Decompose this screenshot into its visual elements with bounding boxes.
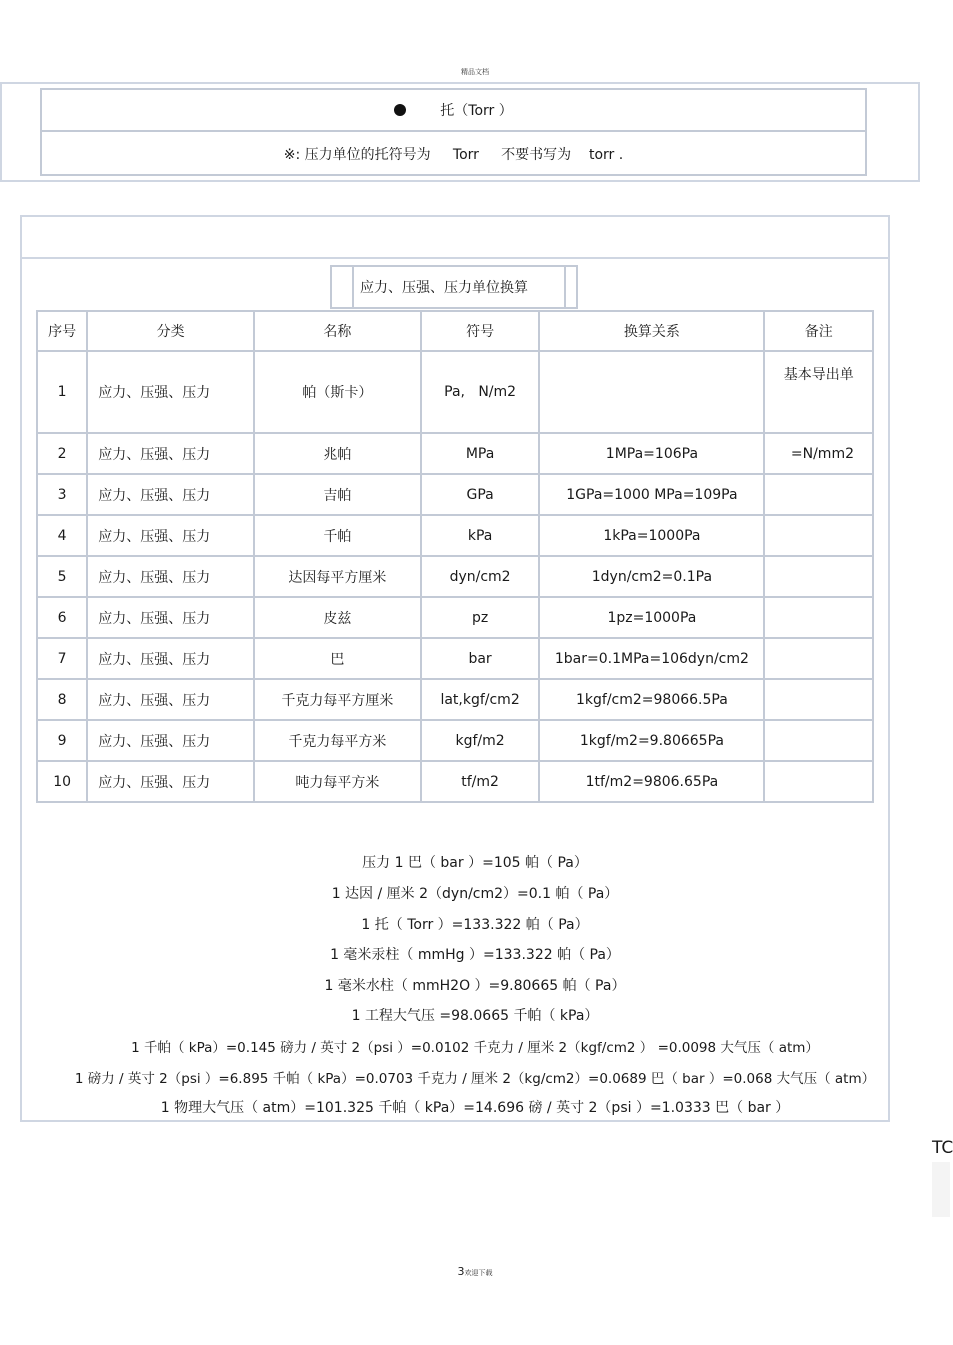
cell-conversion: 1MPa=106Pa <box>540 434 763 473</box>
cell-name: 皮兹 <box>255 598 420 637</box>
cell-symbol: Pa, N/m2 <box>422 352 539 432</box>
cell-index: 1 <box>38 352 86 432</box>
cell-name: 千克力每平方厘米 <box>255 680 420 719</box>
cell-conversion: 1kgf/m2=9.80665Pa <box>540 721 763 760</box>
cell-note: =N/mm2 <box>765 434 872 473</box>
cell-conversion: 1pz=1000Pa <box>540 598 763 637</box>
cell-symbol: GPa <box>422 475 539 514</box>
bullet-icon <box>394 104 406 116</box>
table-row <box>38 762 872 801</box>
cell-category: 应力、压强、压力 <box>88 721 253 760</box>
formula-line: 1 托（ Torr ）=133.322 帕（ Pa） <box>361 917 589 933</box>
table-row <box>38 639 872 678</box>
page-header: 精品文档 <box>461 68 489 76</box>
cell-index: 3 <box>38 475 86 514</box>
column-header: 名称 <box>255 312 420 350</box>
side-bar <box>932 1162 950 1217</box>
cell-index: 6 <box>38 598 86 637</box>
cell-index: 8 <box>38 680 86 719</box>
cell-name: 千克力每平方米 <box>255 721 420 760</box>
cell-note <box>765 721 872 760</box>
cell-category: 应力、压强、压力 <box>88 475 253 514</box>
cell-conversion: 1kPa=1000Pa <box>540 516 763 555</box>
cell-name: 帕（斯卡） <box>255 352 420 432</box>
cell-symbol: lat,kgf/cm2 <box>422 680 539 719</box>
table-title: 应力、压强、压力单位换算 <box>352 267 566 307</box>
cell-note <box>765 762 872 801</box>
cell-note: 基本导出单 <box>765 352 872 432</box>
cell-symbol: kPa <box>422 516 539 555</box>
cell-note <box>765 680 872 719</box>
footer-text: 欢迎下载 <box>464 1269 493 1277</box>
cell-name: 吨力每平方米 <box>255 762 420 801</box>
cell-category: 应力、压强、压力 <box>88 598 253 637</box>
main-header-divider <box>22 257 888 259</box>
cell-index: 5 <box>38 557 86 596</box>
cell-note <box>765 557 872 596</box>
table-row <box>38 434 872 473</box>
cell-index: 4 <box>38 516 86 555</box>
cell-index: 10 <box>38 762 86 801</box>
page-number: 3 <box>457 1265 465 1278</box>
cell-name: 千帕 <box>255 516 420 555</box>
formula-line: 1 物理大气压（ atm）=101.325 千帕（ kPa）=14.696 磅 / 英寸 2（psi ）=1.0333 巴（ bar ） <box>160 1100 790 1116</box>
cell-note <box>765 639 872 678</box>
torr-note-row <box>42 134 865 174</box>
cell-symbol: tf/m2 <box>422 762 539 801</box>
cell-conversion: 1GPa=1000 MPa=109Pa <box>540 475 763 514</box>
table-row <box>38 352 872 432</box>
cell-note <box>765 598 872 637</box>
cell-symbol: pz <box>422 598 539 637</box>
cell-category: 应力、压强、压力 <box>88 639 253 678</box>
formula-line: 1 千帕（ kPa）=0.145 磅力 / 英寸 2（psi ）=0.0102 千克力 / 厘米 2（kgf/cm2 ） =0.0098 大气压（ atm） <box>131 1040 819 1056</box>
cell-conversion: 1kgf/cm2=98066.5Pa <box>540 680 763 719</box>
cell-note <box>765 475 872 514</box>
cell-symbol: MPa <box>422 434 539 473</box>
formula-line: 压力 1 巴（ bar ）=105 帕（ Pa） <box>362 855 588 871</box>
column-header: 序号 <box>38 312 86 350</box>
table-row <box>38 680 872 719</box>
table-row <box>38 475 872 514</box>
cell-name: 巴 <box>255 639 420 678</box>
torr-title: 托（Torr ） <box>440 103 513 119</box>
cell-index: 2 <box>38 434 86 473</box>
cell-conversion: 1tf/m2=9806.65Pa <box>540 762 763 801</box>
cell-index: 9 <box>38 721 86 760</box>
column-header: 符号 <box>422 312 539 350</box>
cell-conversion <box>540 352 763 432</box>
side-text: TC <box>932 1138 953 1158</box>
table-row <box>38 721 872 760</box>
formula-line: 1 磅力 / 英寸 2（psi ）=6.895 千帕（ kPa）=0.0703 千克力 / 厘米 2（kg/cm2）=0.0689 巴（ bar ）=0.068 大气压（ atm） <box>74 1071 876 1087</box>
torr-note: ※: 压力单位的托符号为 Torr 不要书写为 torr . <box>283 147 624 163</box>
cell-conversion: 1dyn/cm2=0.1Pa <box>540 557 763 596</box>
cell-name: 兆帕 <box>255 434 420 473</box>
cell-name: 吉帕 <box>255 475 420 514</box>
table-header-row <box>38 312 872 350</box>
column-header: 换算关系 <box>540 312 763 350</box>
formula-line: 1 达因 / 厘米 2（dyn/cm2）=0.1 帕（ Pa） <box>331 886 619 902</box>
cell-category: 应力、压强、压力 <box>88 557 253 596</box>
formula-line: 1 毫米汞柱（ mmHg ）=133.322 帕（ Pa） <box>330 947 620 963</box>
cell-category: 应力、压强、压力 <box>88 680 253 719</box>
cell-index: 7 <box>38 639 86 678</box>
cell-category: 应力、压强、压力 <box>88 434 253 473</box>
cell-category: 应力、压强、压力 <box>88 516 253 555</box>
cell-note <box>765 516 872 555</box>
unit-table <box>36 310 874 803</box>
table-row <box>38 516 872 555</box>
formula-line: 1 毫米水柱（ mmH2O ）=9.80665 帕（ Pa） <box>324 978 626 994</box>
cell-symbol: dyn/cm2 <box>422 557 539 596</box>
cell-symbol: kgf/m2 <box>422 721 539 760</box>
page-footer <box>0 1260 950 1279</box>
torr-title-row <box>42 90 865 132</box>
table-row <box>38 598 872 637</box>
table-row <box>38 557 872 596</box>
formula-line: 1 工程大气压 =98.0665 千帕（ kPa） <box>351 1008 599 1024</box>
column-header: 分类 <box>88 312 253 350</box>
cell-symbol: bar <box>422 639 539 678</box>
cell-category: 应力、压强、压力 <box>88 352 253 432</box>
cell-conversion: 1bar=0.1MPa=106dyn/cm2 <box>540 639 763 678</box>
column-header: 备注 <box>765 312 872 350</box>
cell-category: 应力、压强、压力 <box>88 762 253 801</box>
cell-name: 达因每平方厘米 <box>255 557 420 596</box>
